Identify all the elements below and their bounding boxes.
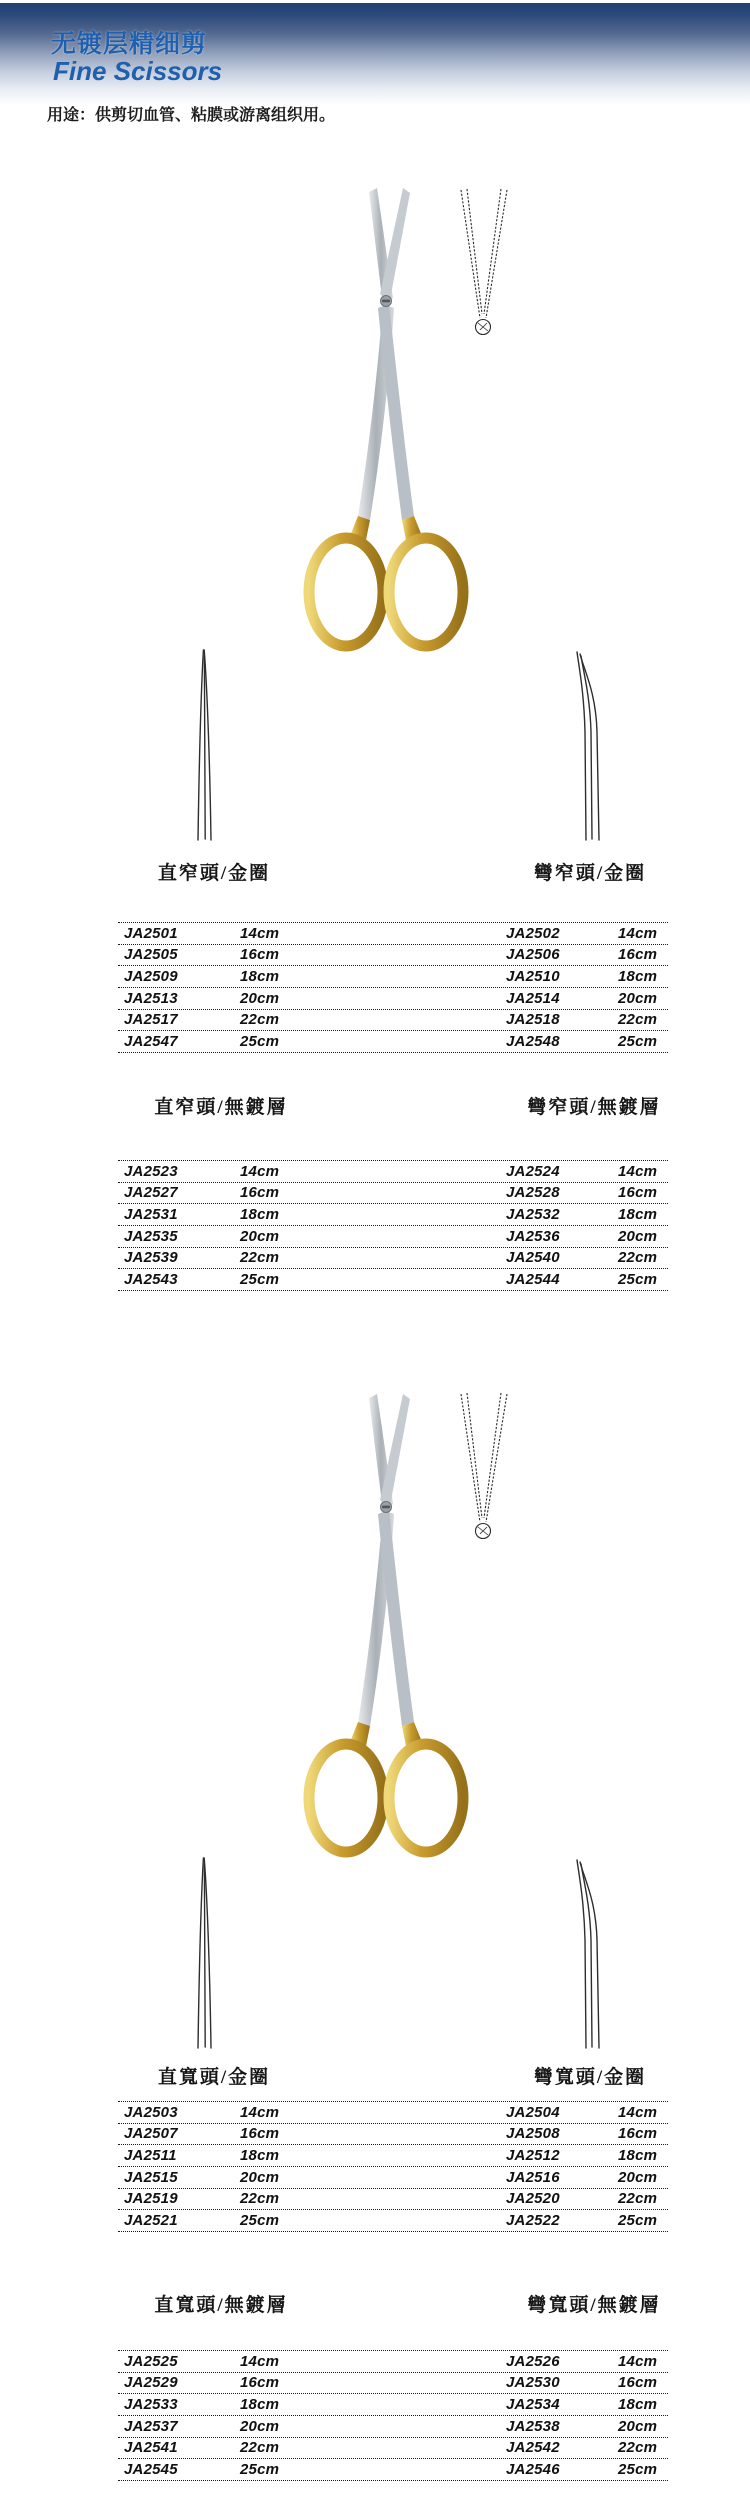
product-code: JA2512	[506, 2146, 560, 2164]
scissors-photo	[300, 186, 472, 658]
table-row	[118, 2415, 668, 2437]
product-code: JA2530	[506, 2374, 560, 2392]
product-code: JA2508	[506, 2125, 560, 2143]
heading-straight-wide-gold: 直寬頭/金圈	[157, 2067, 271, 2088]
product-code: JA2517	[124, 1011, 178, 1029]
product-size: 14cm	[618, 924, 658, 942]
product-code: JA2534	[506, 2395, 560, 2413]
table-row	[118, 1225, 668, 1247]
product-table-narrow-gold	[118, 922, 668, 1053]
product-size: 22cm	[240, 1249, 280, 1267]
product-table-narrow-uncoated	[118, 1160, 668, 1291]
product-code: JA2504	[506, 2103, 560, 2121]
table-row	[118, 2144, 668, 2166]
product-code: JA2535	[124, 1227, 178, 1245]
table-row	[118, 1203, 668, 1225]
product-size: 18cm	[618, 1205, 658, 1223]
table-row	[118, 922, 668, 944]
product-code: JA2546	[506, 2460, 560, 2478]
product-size: 25cm	[240, 1032, 280, 1050]
product-size: 16cm	[240, 946, 280, 964]
product-code: JA2503	[124, 2103, 178, 2121]
product-code: JA2524	[506, 1162, 560, 1180]
table-row	[118, 2123, 668, 2145]
product-code: JA2547	[124, 1032, 178, 1050]
table-row	[118, 1009, 668, 1031]
heading-curved-wide-uncoated: 彎寬頭/無鍍層	[527, 2295, 661, 2316]
product-size: 14cm	[240, 924, 280, 942]
product-code: JA2502	[506, 924, 560, 942]
product-code: JA2541	[124, 2439, 178, 2457]
table-row	[118, 1030, 668, 1052]
product-size: 14cm	[618, 2103, 658, 2121]
product-size: 25cm	[618, 2211, 658, 2229]
product-code: JA2545	[124, 2460, 178, 2478]
product-code: JA2518	[506, 1011, 560, 1029]
table-row	[118, 2350, 668, 2372]
product-size: 20cm	[618, 989, 658, 1007]
product-size: 22cm	[240, 2190, 280, 2208]
product-size: 16cm	[618, 2125, 658, 2143]
product-code: JA2543	[124, 1270, 178, 1288]
product-code: JA2544	[506, 1270, 560, 1288]
product-size: 16cm	[240, 1184, 280, 1202]
curved-tip-icon	[574, 642, 606, 842]
product-code: JA2516	[506, 2168, 560, 2186]
product-code: JA2528	[506, 1184, 560, 1202]
product-code: JA2522	[506, 2211, 560, 2229]
product-code: JA2509	[124, 967, 178, 985]
page-title-english: Fine Scissors	[53, 56, 223, 86]
product-code: JA2542	[506, 2439, 560, 2457]
heading-straight-wide-uncoated: 直寬頭/無鍍層	[154, 2295, 288, 2316]
product-size: 25cm	[240, 1270, 280, 1288]
product-code: JA2515	[124, 2168, 178, 2186]
product-size: 25cm	[618, 2460, 658, 2478]
table-row	[118, 1160, 668, 1182]
table-row	[118, 2458, 668, 2480]
table-row	[118, 944, 668, 966]
product-size: 18cm	[240, 2395, 280, 2413]
product-code: JA2514	[506, 989, 560, 1007]
product-code: JA2532	[506, 1205, 560, 1223]
product-table-wide-uncoated	[118, 2350, 668, 2481]
product-size: 25cm	[240, 2211, 280, 2229]
product-size: 20cm	[618, 1227, 658, 1245]
table-row	[118, 1182, 668, 1204]
table-row	[118, 965, 668, 987]
table-row	[118, 2437, 668, 2459]
product-code: JA2511	[124, 2146, 177, 2164]
product-size: 18cm	[240, 2146, 280, 2164]
product-code: JA2526	[506, 2352, 560, 2370]
product-table-wide-gold	[118, 2101, 668, 2232]
product-code: JA2520	[506, 2190, 560, 2208]
straight-tip-icon	[188, 642, 220, 842]
product-code: JA2513	[124, 989, 178, 1007]
product-size: 18cm	[240, 967, 280, 985]
table-row	[118, 2393, 668, 2415]
scissors-tips-inset-drawing	[456, 188, 512, 340]
product-code: JA2536	[506, 1227, 560, 1245]
product-size: 16cm	[618, 946, 658, 964]
product-size: 22cm	[618, 2439, 658, 2457]
product-code: JA2519	[124, 2190, 178, 2208]
product-size: 22cm	[618, 2190, 658, 2208]
product-size: 20cm	[618, 2417, 658, 2435]
product-size: 18cm	[240, 1205, 280, 1223]
product-size: 18cm	[618, 2146, 658, 2164]
scissors-tips-inset-drawing	[456, 1392, 512, 1544]
scissors-photo	[300, 1392, 472, 1864]
table-row	[118, 2188, 668, 2210]
product-code: JA2507	[124, 2125, 178, 2143]
usage-description: 用途：供剪切血管、粘膜或游离组织用。	[47, 107, 336, 124]
table-row	[118, 2101, 668, 2123]
product-size: 16cm	[618, 1184, 658, 1202]
product-code: JA2510	[506, 967, 560, 985]
product-code: JA2506	[506, 946, 560, 964]
product-size: 22cm	[618, 1011, 658, 1029]
product-size: 25cm	[618, 1032, 658, 1050]
table-row	[118, 1268, 668, 1290]
product-code: JA2548	[506, 1032, 560, 1050]
product-size: 25cm	[240, 2460, 280, 2478]
product-code: JA2527	[124, 1184, 178, 1202]
product-size: 22cm	[240, 1011, 280, 1029]
table-row	[118, 2209, 668, 2231]
product-code: JA2531	[124, 1205, 178, 1223]
product-code: JA2533	[124, 2395, 178, 2413]
table-row	[118, 1247, 668, 1269]
product-size: 20cm	[240, 2168, 280, 2186]
product-code: JA2540	[506, 1249, 560, 1267]
product-size: 20cm	[240, 989, 280, 1007]
product-size: 22cm	[618, 1249, 658, 1267]
product-size: 22cm	[240, 2439, 280, 2457]
product-size: 18cm	[618, 2395, 658, 2413]
product-code: JA2537	[124, 2417, 178, 2435]
product-size: 16cm	[618, 2374, 658, 2392]
product-code: JA2505	[124, 946, 178, 964]
curved-tip-icon	[574, 1850, 606, 2050]
product-code: JA2539	[124, 1249, 178, 1267]
heading-straight-narrow-gold: 直窄頭/金圈	[157, 863, 271, 884]
table-row	[118, 2166, 668, 2188]
product-size: 16cm	[240, 2374, 280, 2392]
table-row	[118, 2372, 668, 2394]
straight-tip-icon	[188, 1850, 220, 2050]
product-code: JA2538	[506, 2417, 560, 2435]
product-size: 14cm	[618, 1162, 658, 1180]
product-size: 14cm	[240, 2352, 280, 2370]
heading-curved-narrow-uncoated: 彎窄頭/無鍍層	[527, 1097, 661, 1118]
heading-curved-narrow-gold: 彎窄頭/金圈	[533, 863, 647, 884]
product-size: 14cm	[240, 2103, 280, 2121]
product-code: JA2525	[124, 2352, 178, 2370]
product-code: JA2529	[124, 2374, 178, 2392]
heading-curved-wide-gold: 彎寬頭/金圈	[533, 2067, 647, 2088]
product-size: 20cm	[240, 2417, 280, 2435]
product-size: 18cm	[618, 967, 658, 985]
product-code: JA2523	[124, 1162, 178, 1180]
page-title-chinese: 无镀层精细剪	[51, 30, 208, 58]
product-code: JA2501	[124, 924, 178, 942]
product-size: 20cm	[618, 2168, 658, 2186]
product-code: JA2521	[124, 2211, 178, 2229]
product-size: 16cm	[240, 2125, 280, 2143]
heading-straight-narrow-uncoated: 直窄頭/無鍍層	[154, 1097, 288, 1118]
product-size: 14cm	[618, 2352, 658, 2370]
product-size: 25cm	[618, 1270, 658, 1288]
product-size: 14cm	[240, 1162, 280, 1180]
product-size: 20cm	[240, 1227, 280, 1245]
table-row	[118, 987, 668, 1009]
